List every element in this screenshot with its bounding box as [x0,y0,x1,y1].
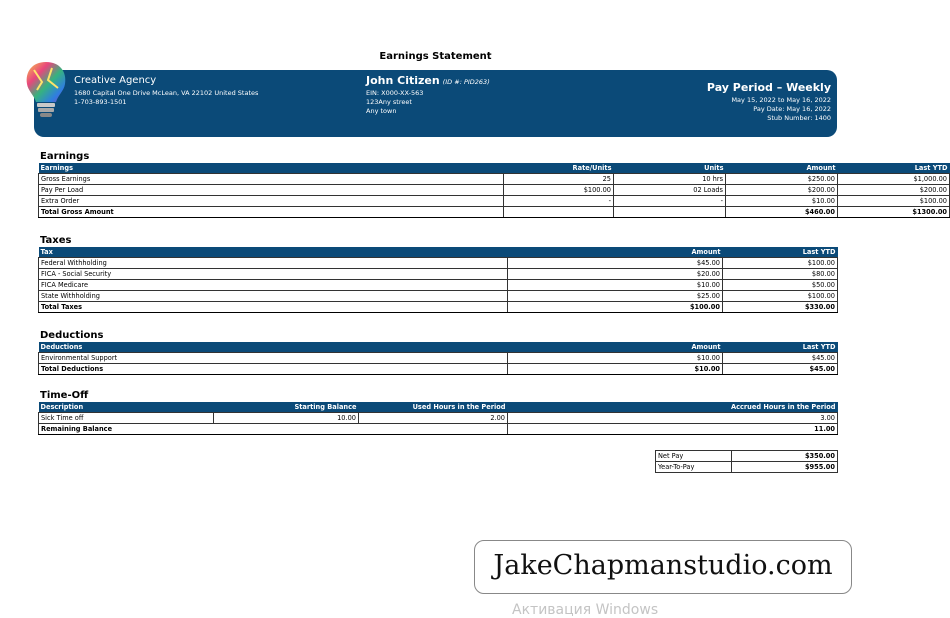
cell: $80.00 [723,269,838,280]
cell: - [504,196,614,207]
cell: $100.00 [723,258,838,269]
cell: State Withholding [39,291,508,302]
year-to-pay-value: $955.00 [732,462,838,473]
cell: $10.00 [726,196,838,207]
net-pay-label: Net Pay [656,451,732,462]
table-header-row [39,342,838,353]
table-header-row [39,402,838,413]
cell: $250.00 [726,174,838,185]
table-row [39,258,838,269]
pay-period-title: Pay Period – Weekly [706,81,831,94]
cell: 3.00 [508,413,838,424]
table-row [39,174,950,185]
cell: 11.00 [508,424,838,435]
timeoff-table [38,402,838,435]
windows-activation-overlay: Активация Windows [512,602,659,618]
table-row [39,353,838,364]
cell: $100.00 [838,196,950,207]
company-phone: 1-703-893-1501 [74,98,127,106]
cell: - [614,196,726,207]
column-header: Amount [726,163,838,174]
column-header: Last YTD [723,247,838,258]
pay-period-range: May 15, 2022 to May 16, 2022 [731,96,831,104]
cell: $25.00 [508,291,723,302]
employee-name-block [366,74,490,87]
total-row [39,207,950,218]
cell: Gross Earnings [39,174,504,185]
earnings-table [38,163,950,218]
cell: FICA - Social Security [39,269,508,280]
cell: Extra Order [39,196,504,207]
taxes-section-title: Taxes [40,235,72,246]
company-name: Creative Agency [74,75,157,86]
cell: $200.00 [838,185,950,196]
column-header: Description [39,402,214,413]
table-header-row [39,163,950,174]
table-row [39,280,838,291]
cell: $45.00 [723,364,838,375]
cell: Remaining Balance [39,424,508,435]
watermark-box: JakeChapmanstudio.com [474,540,852,594]
column-header: Amount [508,247,723,258]
table-row [39,413,838,424]
earnings-section-title: Earnings [40,151,90,162]
cell [614,207,726,218]
cell: $1300.00 [838,207,950,218]
net-pay-value: $350.00 [732,451,838,462]
column-header: Deductions [39,342,508,353]
column-header: Used Hours in the Period [359,402,508,413]
cell: FICA Medicare [39,280,508,291]
employee-street: 123Any street [366,98,412,106]
year-to-pay-label: Year-To-Pay [656,462,732,473]
statement-title: Earnings Statement [379,51,492,62]
cell: $100.00 [508,302,723,313]
lightbulb-logo-icon [22,60,70,122]
cell: $50.00 [723,280,838,291]
cell: $100.00 [504,185,614,196]
column-header: Tax [39,247,508,258]
employee-ein: EIN: X000-XX-563 [366,89,424,97]
cell: Environmental Support [39,353,508,364]
table-row [39,196,950,207]
total-row [39,424,838,435]
cell: Sick Time off [39,413,214,424]
cell: $45.00 [723,353,838,364]
deductions-table [38,342,838,375]
taxes-table [38,247,838,313]
total-row [39,364,838,375]
cell: $45.00 [508,258,723,269]
cell: Federal Withholding [39,258,508,269]
column-header: Earnings [39,163,504,174]
cell: $330.00 [723,302,838,313]
cell: Total Taxes [39,302,508,313]
cell: $1,000.00 [838,174,950,185]
cell: $10.00 [508,364,723,375]
column-header: Last YTD [838,163,950,174]
column-header: Rate/Units [504,163,614,174]
cell: Total Gross Amount [39,207,504,218]
cell: $200.00 [726,185,838,196]
column-header: Last YTD [723,342,838,353]
cell: 25 [504,174,614,185]
column-header: Units [614,163,726,174]
column-header: Starting Balance [214,402,359,413]
timeoff-section-title: Time-Off [40,390,89,401]
cell: $100.00 [723,291,838,302]
cell: Total Deductions [39,364,508,375]
table-header-row [39,247,838,258]
cell: $20.00 [508,269,723,280]
column-header: Amount [508,342,723,353]
cell: 02 Loads [614,185,726,196]
table-row [39,185,950,196]
cell: $10.00 [508,280,723,291]
employee-id: (ID #: PID263) [442,78,490,86]
employee-town: Any town [366,107,397,115]
employee-name: John Citizen [366,74,440,87]
cell: 10.00 [214,413,359,424]
table-row [39,291,838,302]
total-row [39,302,838,313]
deductions-section-title: Deductions [40,330,104,341]
table-row [656,462,838,473]
company-address: 1680 Capital One Drive McLean, VA 22102 United States [74,89,259,97]
pay-date: Pay Date: May 16, 2022 [753,105,831,113]
table-row [39,269,838,280]
cell: 2.00 [359,413,508,424]
net-pay-table [655,450,838,473]
cell [504,207,614,218]
table-row [656,451,838,462]
cell: Pay Per Load [39,185,504,196]
cell: 10 hrs [614,174,726,185]
cell: $10.00 [508,353,723,364]
cell: $460.00 [726,207,838,218]
column-header: Accrued Hours in the Period [508,402,838,413]
stub-number: Stub Number: 1400 [767,114,831,122]
